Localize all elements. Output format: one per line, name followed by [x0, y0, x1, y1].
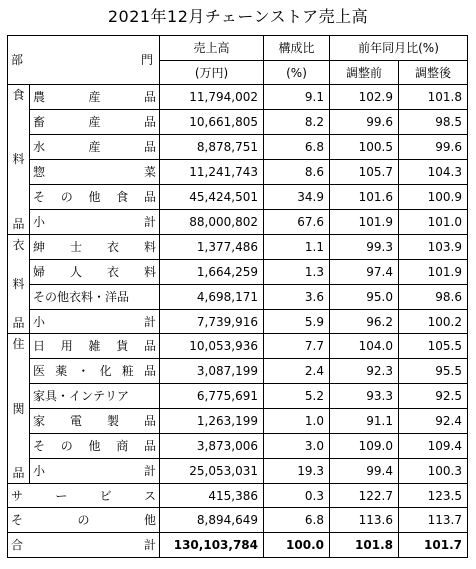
adj-after-cell: 99.6: [399, 135, 468, 160]
housing-item-label-char: 製: [106, 413, 119, 428]
food-item-label-char: 品: [143, 189, 156, 204]
service-row-label-char: ー: [55, 488, 68, 503]
ratio-unit: (%): [264, 60, 330, 85]
clothing-item-label-char: 紳: [33, 239, 46, 254]
food-item-label-char: 産: [88, 115, 101, 130]
food-item-label-char: 品: [143, 140, 156, 155]
ratio-cell: 2.4: [264, 359, 330, 384]
housing-subtotal-label: [30, 458, 160, 483]
sales-cell: 3,873,006: [160, 433, 264, 458]
sales-cell: 10,053,936: [160, 334, 264, 359]
housing-item-label-char: 粧: [121, 364, 134, 379]
ratio-cell: 1.0: [264, 409, 330, 434]
adj-after-cell: 100.3: [399, 458, 468, 483]
adj-after-cell: 101.9: [399, 259, 468, 284]
adj-after-cell: 105.5: [399, 334, 468, 359]
adj-before-cell: 101.6: [330, 184, 399, 209]
sales-cell: 8,894,649: [160, 508, 264, 533]
clothing-subtotal-label-char: 小: [33, 314, 46, 329]
housing-row: [8, 433, 468, 458]
food-item-label-char: 品: [143, 90, 156, 105]
page-title: 2021年12月チェーンストア売上高: [107, 7, 369, 26]
sales-cell: 1,263,199: [160, 409, 264, 434]
ratio-cell: 3.0: [264, 433, 330, 458]
ratio-cell: 100.0: [264, 533, 330, 558]
housing-item-label-char: 薬: [55, 364, 68, 379]
sales-cell: 130,103,784: [160, 533, 264, 558]
housing-subtotal-label-char: 小: [33, 463, 46, 478]
total-row: [8, 533, 468, 558]
housing-category: [8, 334, 30, 483]
housing-item-label-char: 貨: [116, 339, 129, 354]
food-item-label: [30, 159, 160, 184]
other-row-label: [8, 508, 160, 533]
food-item-label-char: 水: [33, 140, 46, 155]
adj-after-cell: 100.2: [399, 309, 468, 334]
other-row-label-char: の: [77, 513, 90, 528]
food-row: [8, 184, 468, 209]
other-row-label-char: 他: [143, 513, 156, 528]
clothing-subtotal-row: [8, 309, 468, 334]
other-row: [8, 508, 468, 533]
housing-category-text: [8, 334, 29, 482]
housing-item-label-char: 品: [143, 413, 156, 428]
housing-row: [8, 384, 468, 409]
total-row-label: [8, 533, 160, 558]
ratio-cell: 8.6: [264, 159, 330, 184]
service-row-label-char: ビ: [99, 488, 112, 503]
total-row-label-text: [11, 538, 159, 552]
housing-item-label-char: ・: [77, 364, 90, 379]
food-item-label-char: そ: [33, 189, 46, 204]
ratio-header: 構成比: [264, 36, 330, 61]
housing-row: [8, 359, 468, 384]
housing-category-char: 品: [12, 465, 25, 480]
clothing-subtotal-label: [30, 309, 160, 334]
adj-before-cell: 122.7: [330, 483, 399, 508]
food-category-text: [8, 85, 29, 233]
adj-before-cell: 104.0: [330, 334, 399, 359]
food-item-label-char: 産: [88, 90, 101, 105]
housing-row: [8, 409, 468, 434]
adj-before-cell: 99.3: [330, 234, 399, 259]
food-item-label-char: 品: [143, 115, 156, 130]
adj-before-header: 調整前: [330, 60, 399, 85]
ratio-cell: 3.6: [264, 284, 330, 309]
adj-before-cell: 97.4: [330, 259, 399, 284]
housing-item-label: [30, 334, 160, 359]
ratio-cell: 7.7: [264, 334, 330, 359]
adj-before-cell: 92.3: [330, 359, 399, 384]
housing-subtotal-row: [8, 458, 468, 483]
housing-row: [8, 334, 468, 359]
housing-item-label: [30, 359, 160, 384]
housing-item-label-char: 家具・インテリア: [33, 389, 130, 404]
housing-item-label-text: [33, 439, 159, 453]
service-row: [8, 483, 468, 508]
sales-cell: 415,386: [160, 483, 264, 508]
housing-subtotal-label-char: 計: [143, 463, 156, 478]
clothing-item-label-char: 人: [69, 264, 82, 279]
clothing-item-label-text: [33, 240, 159, 254]
clothing-category-char: 品: [12, 316, 25, 331]
sales-cell: 45,424,501: [160, 184, 264, 209]
ratio-cell: 8.2: [264, 110, 330, 135]
adj-after-cell: 123.5: [399, 483, 468, 508]
sales-cell: 11,794,002: [160, 85, 264, 110]
ratio-cell: 0.3: [264, 483, 330, 508]
sales-cell: 25,053,031: [160, 458, 264, 483]
food-subtotal-label: [30, 209, 160, 234]
adj-after-cell: 101.8: [399, 85, 468, 110]
housing-item-label-char: 電: [69, 413, 82, 428]
food-category-char: 料: [12, 152, 25, 167]
food-item-label-char: 食: [116, 189, 129, 204]
adj-before-cell: 105.7: [330, 159, 399, 184]
sales-cell: 8,878,751: [160, 135, 264, 160]
clothing-item-label-char: 料: [143, 239, 156, 254]
header-row-1: [8, 36, 468, 61]
sales-table: [7, 35, 468, 558]
housing-item-label-char: の: [60, 438, 73, 453]
housing-item-label-text: [33, 414, 159, 428]
clothing-row: [8, 234, 468, 259]
ratio-cell: 6.8: [264, 508, 330, 533]
housing-item-label-char: 用: [60, 339, 73, 354]
housing-item-label-char: 家: [33, 413, 46, 428]
other-row-label-text: [11, 513, 159, 527]
adj-after-cell: 104.3: [399, 159, 468, 184]
service-row-label: [8, 483, 160, 508]
food-item-label-char: 惣: [33, 164, 46, 179]
adj-before-cell: 113.6: [330, 508, 399, 533]
ratio-cell: 19.3: [264, 458, 330, 483]
food-item-label-text: [33, 90, 159, 104]
service-row-label-char: ス: [143, 488, 156, 503]
service-row-label-text: [11, 489, 159, 503]
housing-category-char: 住: [12, 337, 25, 352]
food-row: [8, 85, 468, 110]
adj-after-cell: 95.5: [399, 359, 468, 384]
food-item-label-text: [33, 190, 159, 204]
adj-after-cell: 98.5: [399, 110, 468, 135]
clothing-subtotal-label-char: 計: [143, 314, 156, 329]
food-row: [8, 110, 468, 135]
clothing-item-label-char: 士: [69, 239, 82, 254]
housing-item-label-text: [33, 389, 159, 403]
housing-item-label: [30, 384, 160, 409]
sales-cell: 10,661,805: [160, 110, 264, 135]
adj-after-cell: 92.4: [399, 409, 468, 434]
clothing-subtotal-label-text: [33, 315, 159, 329]
adj-after-cell: 92.5: [399, 384, 468, 409]
food-item-label-char: 畜: [33, 115, 46, 130]
clothing-item-label-text: [33, 290, 159, 304]
adj-before-cell: 101.8: [330, 533, 399, 558]
housing-item-label-char: 化: [99, 364, 112, 379]
sales-cell: 7,739,916: [160, 309, 264, 334]
adj-before-cell: 99.6: [330, 110, 399, 135]
sales-cell: 1,377,486: [160, 234, 264, 259]
yoy-header: 前年同月比(%): [330, 36, 468, 61]
service-row-label-char: サ: [11, 488, 24, 503]
clothing-item-label-char: 衣: [106, 239, 119, 254]
sales-cell: 11,241,743: [160, 159, 264, 184]
dept-header-right: 門: [140, 53, 153, 68]
adj-after-cell: 98.6: [399, 284, 468, 309]
food-item-label: [30, 85, 160, 110]
sales-cell: 1,664,259: [160, 259, 264, 284]
adj-after-header: 調整後: [399, 60, 468, 85]
housing-item-label-char: 雑: [88, 339, 101, 354]
housing-subtotal-label-text: [33, 464, 159, 478]
housing-item-label-char: 品: [143, 364, 156, 379]
housing-item-label: [30, 433, 160, 458]
total-row-label-char: 計: [143, 538, 156, 553]
housing-item-label-text: [33, 339, 159, 353]
food-item-label-text: [33, 115, 159, 129]
food-category-char: 品: [12, 216, 25, 231]
food-item-label-text: [33, 140, 159, 154]
food-subtotal-label-char: 小: [33, 214, 46, 229]
adj-after-cell: 113.7: [399, 508, 468, 533]
clothing-category-text: [8, 235, 29, 334]
food-item-label: [30, 110, 160, 135]
clothing-item-label-text: [33, 265, 159, 279]
food-item-label-text: [33, 165, 159, 179]
housing-item-label-text: [33, 364, 159, 378]
ratio-cell: 67.6: [264, 209, 330, 234]
food-row: [8, 135, 468, 160]
housing-item-label-char: 品: [143, 339, 156, 354]
adj-before-cell: 99.4: [330, 458, 399, 483]
other-row-label-char: そ: [11, 513, 24, 528]
housing-item-label-char: 商: [116, 438, 129, 453]
adj-before-cell: 100.5: [330, 135, 399, 160]
sales-cell: 88,000,802: [160, 209, 264, 234]
adj-after-cell: 101.0: [399, 209, 468, 234]
ratio-cell: 9.1: [264, 85, 330, 110]
adj-after-cell: 103.9: [399, 234, 468, 259]
clothing-item-label-char: その他衣料・洋品: [33, 289, 130, 304]
housing-item-label-char: 品: [143, 438, 156, 453]
food-subtotal-label-char: 計: [143, 214, 156, 229]
food-item-label-char: 他: [88, 189, 101, 204]
clothing-row: [8, 284, 468, 309]
adj-before-cell: 93.3: [330, 384, 399, 409]
clothing-item-label-char: 衣: [106, 264, 119, 279]
clothing-item-label-char: 料: [143, 264, 156, 279]
food-row: [8, 159, 468, 184]
dept-header: [8, 36, 160, 85]
housing-item-label-char: 医: [33, 364, 46, 379]
clothing-item-label: [30, 284, 160, 309]
ratio-cell: 5.2: [264, 384, 330, 409]
adj-before-cell: 95.0: [330, 284, 399, 309]
sales-cell: 3,087,199: [160, 359, 264, 384]
sales-header: 売上高: [160, 36, 264, 61]
food-item-label: [30, 184, 160, 209]
food-item-label-char: 農: [33, 90, 46, 105]
food-subtotal-row: [8, 209, 468, 234]
sales-cell: 6,775,691: [160, 384, 264, 409]
adj-before-cell: 91.1: [330, 409, 399, 434]
housing-item-label-char: 他: [88, 438, 101, 453]
adj-before-cell: 101.9: [330, 209, 399, 234]
clothing-item-label: [30, 259, 160, 284]
housing-item-label: [30, 409, 160, 434]
adj-after-cell: 109.4: [399, 433, 468, 458]
ratio-cell: 1.3: [264, 259, 330, 284]
food-subtotal-label-text: [33, 215, 159, 229]
ratio-cell: 6.8: [264, 135, 330, 160]
food-item-label-char: 産: [88, 140, 101, 155]
clothing-category-char: 衣: [12, 237, 25, 252]
clothing-category-char: 料: [12, 277, 25, 292]
adj-before-cell: 109.0: [330, 433, 399, 458]
food-category: [8, 85, 30, 234]
clothing-row: [8, 259, 468, 284]
food-category-char: 食: [12, 88, 25, 103]
adj-after-cell: 100.9: [399, 184, 468, 209]
clothing-item-label: [30, 234, 160, 259]
adj-before-cell: 96.2: [330, 309, 399, 334]
adj-after-cell: 101.7: [399, 533, 468, 558]
ratio-cell: 5.9: [264, 309, 330, 334]
ratio-cell: 34.9: [264, 184, 330, 209]
housing-item-label-char: そ: [33, 438, 46, 453]
total-row-label-char: 合: [11, 538, 24, 553]
food-item-label-char: の: [60, 189, 73, 204]
clothing-item-label-char: 婦: [33, 264, 46, 279]
sales-unit: (万円): [160, 60, 264, 85]
food-item-label: [30, 135, 160, 160]
adj-before-cell: 102.9: [330, 85, 399, 110]
sales-cell: 4,698,171: [160, 284, 264, 309]
housing-category-char: 関: [12, 401, 25, 416]
housing-item-label-char: 日: [33, 339, 46, 354]
clothing-category: [8, 234, 30, 334]
food-item-label-char: 菜: [143, 164, 156, 179]
ratio-cell: 1.1: [264, 234, 330, 259]
dept-header-left: 部: [11, 53, 24, 68]
